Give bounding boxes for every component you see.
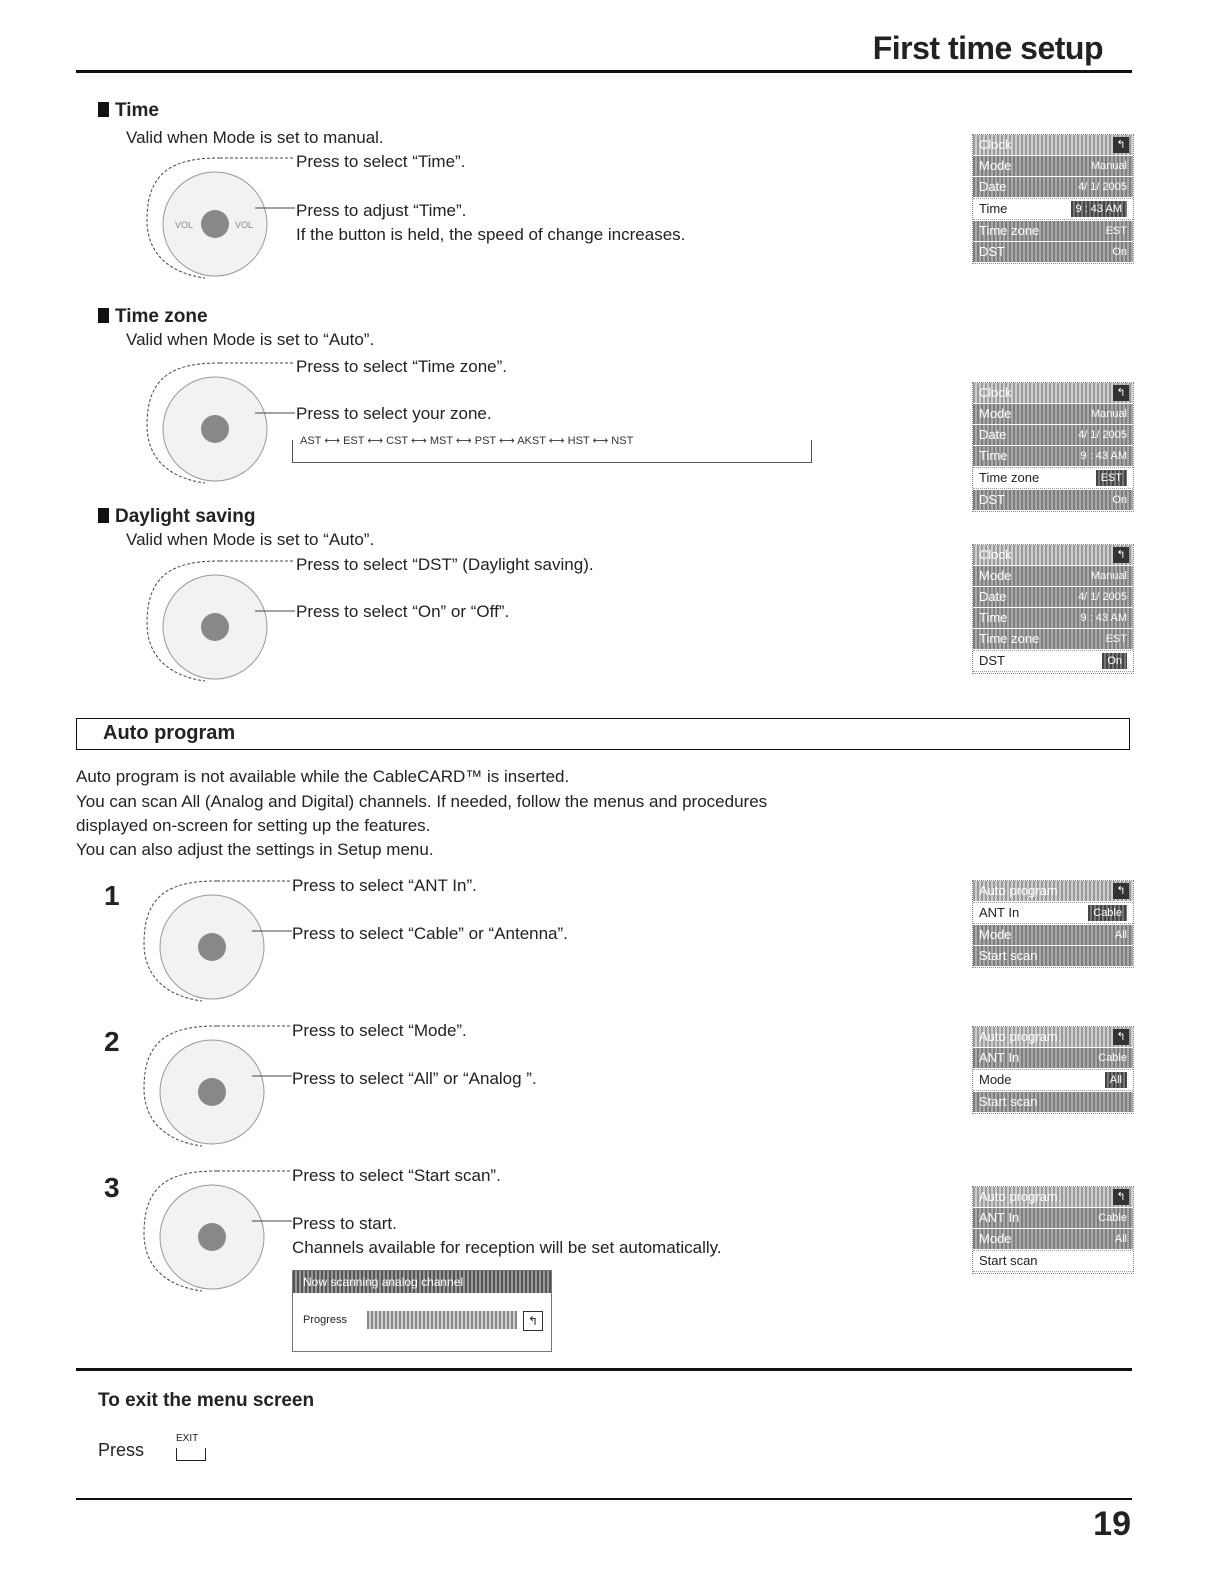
- step2-line2: Press to select “All” or “Analog ”.: [292, 1069, 537, 1088]
- timezone-line1: Press to select “Time zone”.: [296, 357, 507, 376]
- return-icon: ↰: [1113, 547, 1129, 563]
- dpad-icon: [145, 355, 295, 485]
- auto-p3: displayed on-screen for setting up the features.: [76, 816, 431, 835]
- dst-valid: Valid when Mode is set to “Auto”.: [126, 530, 375, 549]
- dpad-icon: [145, 553, 295, 683]
- step3-line3: Channels available for reception will be set automatically.: [292, 1238, 722, 1257]
- dst-line2: Press to select “On” or “Off”.: [296, 602, 510, 621]
- time-line2: Press to adjust “Time”.: [296, 201, 467, 220]
- mid-rule: [76, 1368, 1132, 1371]
- page-number: 19: [1093, 1505, 1131, 1543]
- svg-text:VOL: VOL: [175, 220, 194, 230]
- auto-osd-step3: Auto program ↰ ANT In Cable Mode All Start scan: [972, 1186, 1134, 1274]
- return-icon: ↰: [1113, 883, 1129, 899]
- return-icon: ↰: [1113, 1029, 1129, 1045]
- exit-press: Press: [98, 1440, 145, 1460]
- step-number: 2: [104, 1026, 120, 1057]
- dst-line1: Press to select “DST” (Daylight saving).: [296, 555, 594, 574]
- timezone-heading: Time zone: [98, 306, 208, 328]
- dpad-icon: [142, 1163, 292, 1293]
- zone-bracket: [292, 440, 812, 463]
- clock-osd-time: Clock ↰ Mode Manual Date 4/ 1/ 2005 Time 9 : 43 AM Time zone EST DST On: [972, 134, 1134, 264]
- auto-osd-step1: Auto program ↰ ANT In Cable Mode All Start scan: [972, 880, 1134, 968]
- clock-osd-timezone: Clock ↰ Mode Manual Date 4/ 1/ 2005 Time 9 : 43 AM Time zone EST DST On: [972, 382, 1134, 512]
- progress-title: Now scanning analog channel: [293, 1271, 551, 1293]
- progress-bar: [367, 1311, 517, 1329]
- auto-p2: You can scan All (Analog and Digital) channels. If needed, follow the menus and procedures: [76, 792, 768, 811]
- timezone-line2: Press to select your zone.: [296, 404, 492, 423]
- auto-program-header: Auto program: [76, 718, 1130, 750]
- step3-line2: Press to start.: [292, 1214, 397, 1233]
- timezone-valid: Valid when Mode is set to “Auto”.: [126, 330, 375, 349]
- progress-label: Progress: [303, 1314, 348, 1326]
- progress-dialog: [292, 1270, 552, 1352]
- step1-line2: Press to select “Cable” or “Antenna”.: [292, 924, 568, 943]
- time-line3: If the button is held, the speed of change increases.: [296, 225, 686, 244]
- step3-line1: Press to select “Start scan”.: [292, 1166, 501, 1185]
- time-heading: Time: [98, 100, 159, 122]
- exit-button[interactable]: [176, 1448, 206, 1461]
- return-icon: ↰: [523, 1311, 543, 1331]
- step-number: 1: [104, 880, 120, 911]
- return-icon: ↰: [1113, 1189, 1129, 1205]
- step1-line1: Press to select “ANT In”.: [292, 876, 477, 895]
- page-title: First time setup: [872, 30, 1103, 66]
- osd-title-row: Clock ↰: [973, 135, 1133, 155]
- exit-heading: To exit the menu screen: [98, 1390, 315, 1411]
- exit-button-label: EXIT: [176, 1433, 199, 1444]
- top-rule: [76, 70, 1132, 73]
- svg-text:VOL: VOL: [235, 220, 254, 230]
- return-icon: ↰: [1113, 385, 1129, 401]
- dpad-icon: [142, 1018, 292, 1148]
- zone-cycle: AST ⟷ EST ⟷ CST ⟷ MST ⟷ PST ⟷ AKST ⟷ HST ⟷ NST: [300, 435, 634, 447]
- return-icon: ↰: [1113, 137, 1129, 153]
- clock-osd-dst: Clock ↰ Mode Manual Date 4/ 1/ 2005 Time 9 : 43 AM Time zone EST DST On: [972, 544, 1134, 674]
- auto-p1: Auto program is not available while the CableCARD™ is inserted.: [76, 767, 570, 786]
- dst-heading: Daylight saving: [98, 506, 255, 528]
- step-number: 3: [104, 1172, 120, 1203]
- dpad-icon: [142, 873, 292, 1003]
- time-line1: Press to select “Time”.: [296, 152, 466, 171]
- step2-line1: Press to select “Mode”.: [292, 1021, 467, 1040]
- bottom-rule: [76, 1498, 1132, 1500]
- auto-osd-step2: Auto program ↰ ANT In Cable Mode All Start scan: [972, 1026, 1134, 1114]
- time-valid: Valid when Mode is set to manual.: [126, 128, 384, 147]
- dpad-icon: [145, 150, 295, 280]
- auto-p4: You can also adjust the settings in Setup menu.: [76, 840, 434, 859]
